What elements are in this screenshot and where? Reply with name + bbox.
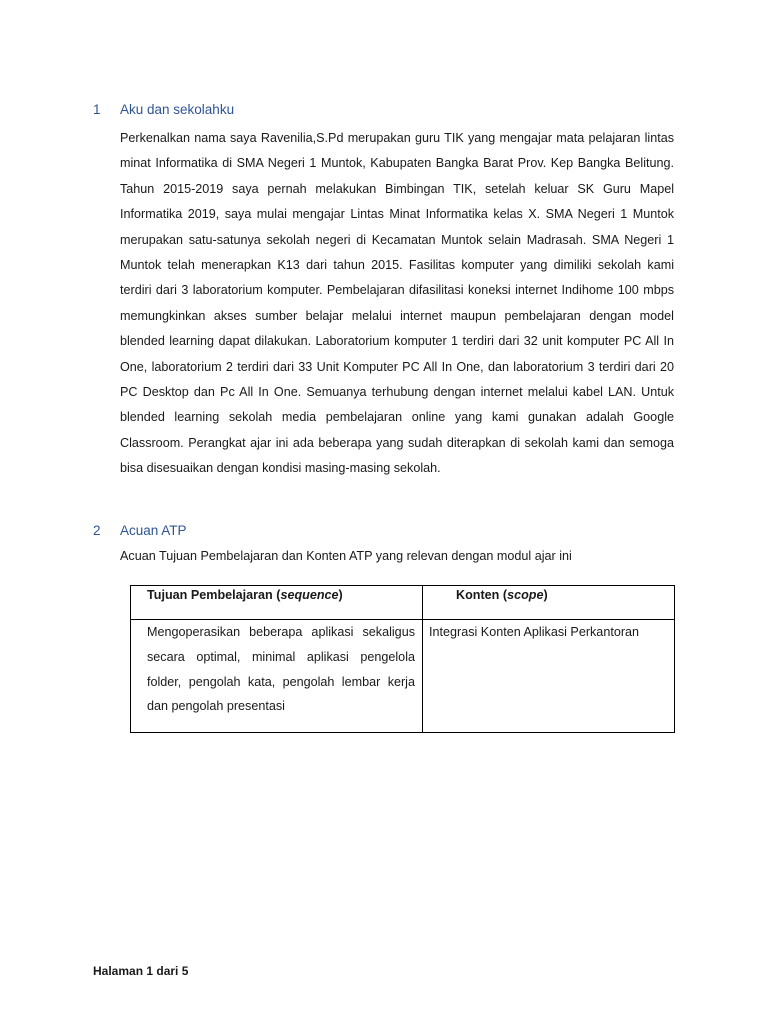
section-1-body: Perkenalkan nama saya Ravenilia,S.Pd merupakan guru TIK yang mengajar mata pelajaran lintas minat Informatika di SMA Negeri 1 Muntok, Kabupaten Bangka Barat Prov. Kep Bangka Belitung. Tahun 2015-2019 saya pernah melakukan Bimbingan TIK, setelah keluar SK Guru Mapel Informatika 2019, saya mulai mengajar Lintas Minat Informatika kelas X. SMA Negeri 1 Muntok merupakan satu-satunya sekolah negeri di Kecamatan Muntok selain Madrasah. SMA Negeri 1 Muntok telah menerapkan K13 dari tahun 2015. Fasilitas komputer yang dimiliki sekolah kami terdiri dari 3 laboratorium komputer. Pembelajaran difasilitasi koneksi internet Indihome 100 mbps memungkinkan akses sumber belajar melalui internet maupun pembelajaran dengan model blended learning dapat dilakukan. Laboratorium komputer 1 terdiri dari 32 unit komputer PC All In One, laboratorium 2 terdiri dari 33 Unit Komputer PC All In One, dan laboratorium 3 terdiri dari 20 PC Desktop dan Pc All In One. Semuanya terhubung dengan internet melalui kabel LAN. Untuk blended learning sekolah media pembelajaran online yang kami gunakan adalah Google Classroom. Perangkat ajar ini ada beberapa yang sudah diterapkan di sekolah kami dan semoga bisa disesuaikan dengan kondisi masing-masing sekolah.: [120, 131, 674, 476]
table-row: [131, 620, 675, 733]
cell-tujuan-pembelajaran: Mengoperasikan beberapa aplikasi sekaligus secara optimal, minimal aplikasi pengelola folder, pengolah kata, pengolah lembar kerja dan pengolah presentasi: [131, 620, 423, 733]
section-1-heading: [93, 102, 234, 117]
cell-konten: Integrasi Konten Aplikasi Perkantoran: [423, 620, 675, 733]
section-1-number: 1: [93, 102, 101, 117]
section-1-title: Aku dan sekolahku: [120, 102, 235, 117]
section-2-number: 2: [93, 523, 101, 538]
atp-table: [130, 585, 675, 733]
table-header-row: [131, 586, 675, 620]
section-2-title: Acuan ATP: [120, 523, 187, 538]
section-2-heading: [93, 523, 187, 538]
header-konten: Konten (scope): [423, 586, 675, 620]
page-footer: Halaman 1 dari 5: [93, 964, 189, 978]
section-2-intro: Acuan Tujuan Pembelajaran dan Konten ATP yang relevan dengan modul ajar ini: [120, 549, 572, 563]
header-tujuan-pembelajaran: Tujuan Pembelajaran (sequence): [131, 586, 423, 620]
